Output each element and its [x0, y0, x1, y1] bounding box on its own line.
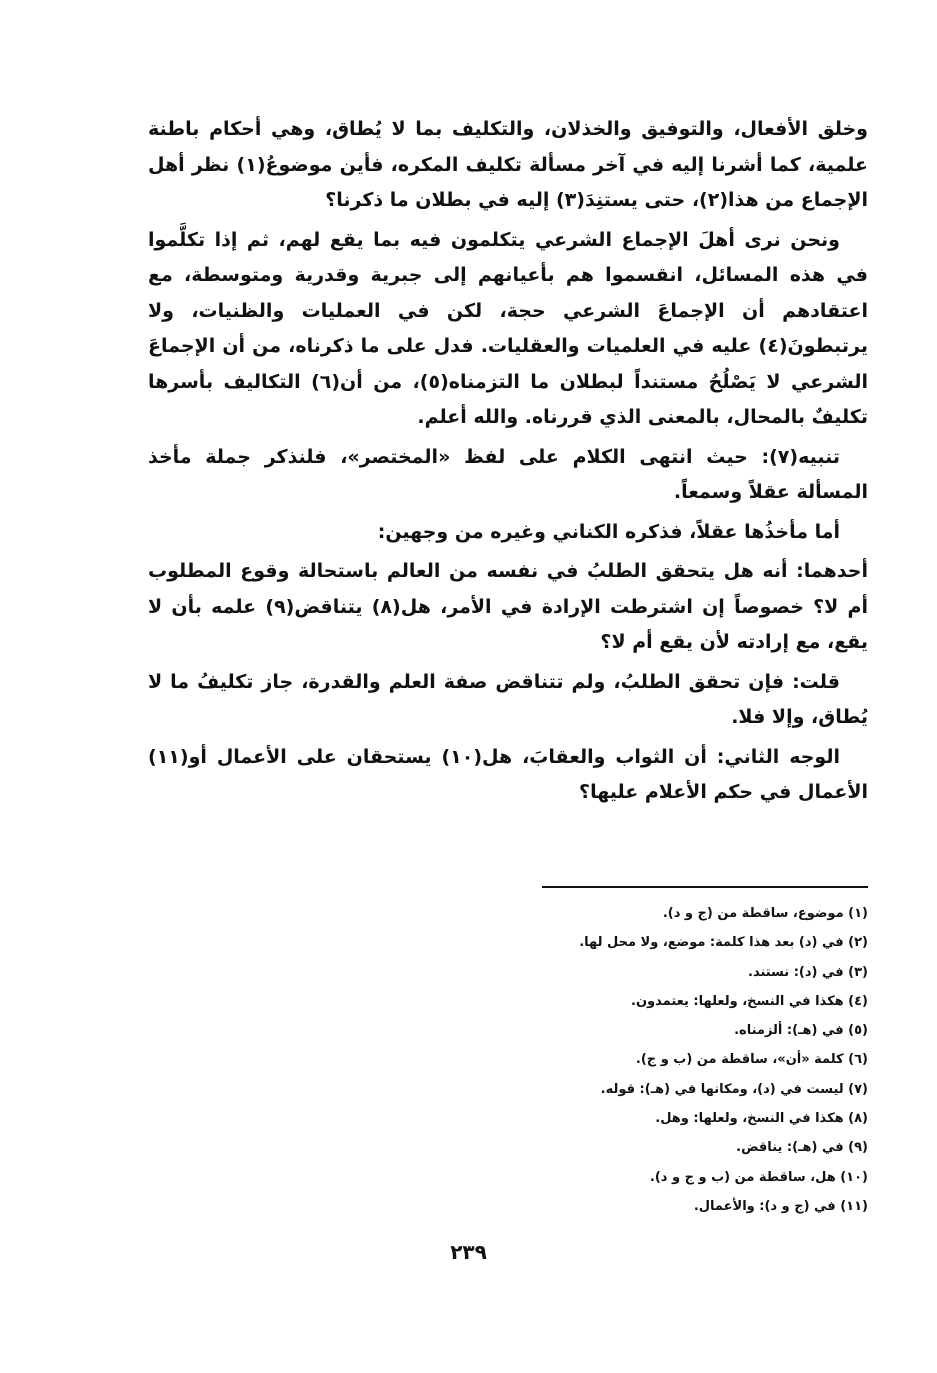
page-number: ٢٣٩	[450, 1240, 487, 1264]
paragraph: أحدهما: أنه هل يتحقق الطلبُ في نفسه من العالم باستحالة وقوع المطلوب أم لا؟ خصوصاً إن اشترطت الإرادة في الأمر، هل(٨) يتناقض(٩) علمه بأن لا يقع، مع إرادته لأن يقع أم لا؟	[148, 560, 868, 653]
footnote: (٤) هكذا في النسخ، ولعلها: يعتمدون.	[631, 993, 868, 1009]
footnote: (١١) في (ج و د): والأعمال.	[693, 1198, 868, 1214]
footnote: (١) موضوع، ساقطة من (ج و د).	[662, 906, 868, 921]
footnote-separator	[542, 886, 868, 888]
footnote: (٦) كلمة «أن»، ساقطة من (ب و ج).	[635, 1052, 868, 1068]
paragraph: ونحن نرى أهلَ الإجماع الشرعي يتكلمون فيه بما يقع لهم، ثم إذا تكلَّموا في هذه المسائل، انقسموا هم بأعيانهم إلى جبرية وقدرية ومتوسطة، مع اعتقادهم أن الإجماعَ الشرعي حجة، لكن في العمليات والظنيات، ولا يرتبطونَ(٤) عليه في العلميات والعقليات. فدل على ما ذكرناه، من أن الإجماعَ الشرعي لا يَصْلُحُ مستنداً لبطلان ما التزمناه(٥)، من أن(٦) التكاليف بأسرها تكليفٌ بالمحال، بالمعنى الذي قررناه. والله أعلم.	[148, 228, 868, 428]
footnotes	[300, 899, 868, 1221]
footnote: (٩) في (هـ): يناقض.	[736, 1140, 868, 1156]
footnote: (٢) في (د) بعد هذا كلمة: موضع، ولا محل لها.	[579, 935, 868, 951]
paragraph: قلت: فإن تحقق الطلبُ، ولم تتناقض صفة العلم والقدرة، جاز تكليفُ ما لا يُطاق، وإلا فلا.	[148, 670, 868, 728]
footnote: (٨) هكذا في النسخ، ولعلها: وهل.	[655, 1111, 868, 1127]
paragraph: تنبيه(٧): حيث انتهى الكلام على لفظ «المختصر»، فلنذكر جملة مأخذ المسألة عقلاً وسمعاً.	[148, 445, 868, 503]
paragraph: الوجه الثاني: أن الثواب والعقابَ، هل(١٠) يستحقان على الأعمال أو(١١) الأعمال في حكم الأعلام عليها؟	[148, 745, 868, 803]
main-text	[148, 112, 868, 811]
footnote: (٣) في (د): نستند.	[748, 964, 868, 980]
paragraph: أما مأخذُها عقلاً، فذكره الكناني وغيره من وجهين:	[377, 520, 840, 543]
footnote: (٥) في (هـ): ألزمناه.	[734, 1023, 868, 1039]
footnote: (١٠) هل، ساقطة من (ب و ج و د).	[649, 1169, 868, 1185]
footnote: (٧) ليست في (د)، ومكانها في (هـ): قوله.	[600, 1081, 868, 1097]
paragraph: وخلق الأفعال، والتوفيق والخذلان، والتكليف بما لا يُطاق، وهي أحكام باطنة علمية، كما أشرنا إليه في آخر مسألة تكليف المكره، فأين موضوعُ(١) نظر أهل الإجماع من هذا(٢)، حتى يستنِدَ(٣) إليه في بطلان ما ذكرنا؟	[148, 118, 868, 211]
